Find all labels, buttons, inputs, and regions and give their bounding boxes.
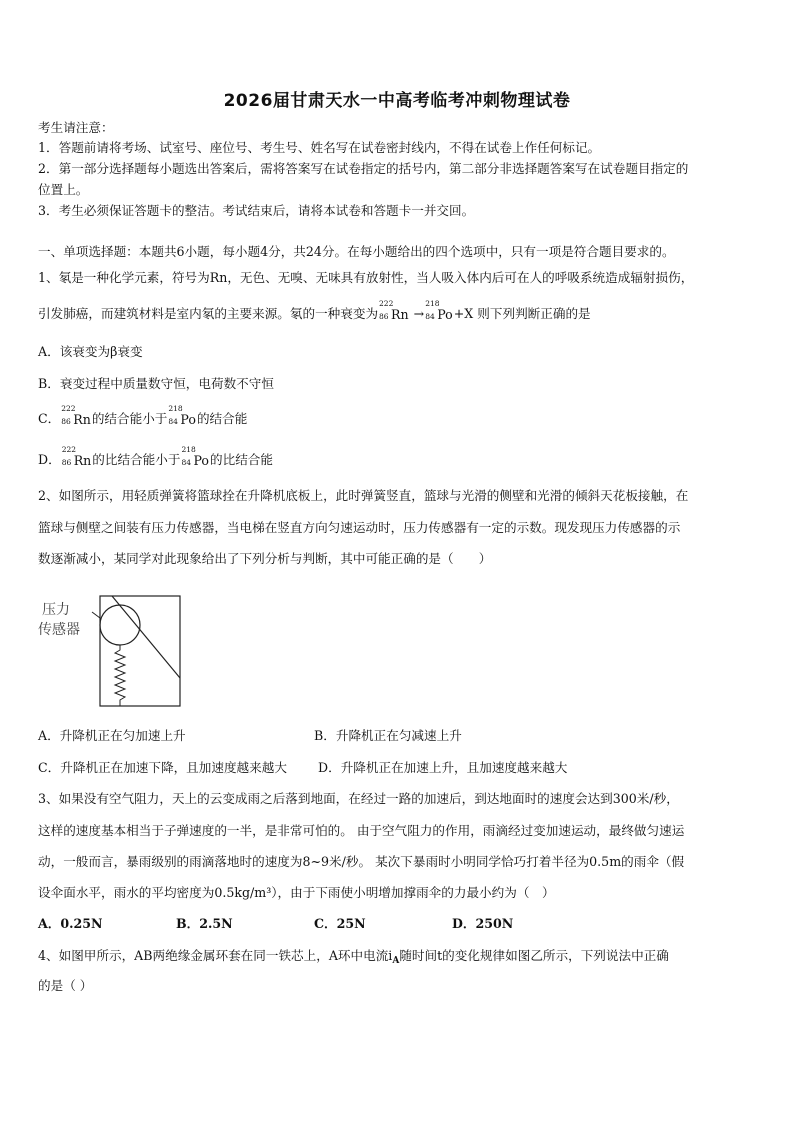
notice-heading: 考生请注意： [38,120,114,135]
plus-x: +X [453,306,474,321]
fig-label-sensor: 传感器 [38,622,80,638]
q2-text-line: 篮球与侧壁之间装有压力传感器，当电梯在竖直方向匀速运动时，压力传感器有一定的示数。现发现压力传感器的示 [38,520,681,535]
q3-text-line: 动，一般而言，暴雨级别的雨滴落地时的速度为8~9米/秒。 某次下暴雨时小明同学恰巧打着半径为0.5m的雨伞（假 [38,854,685,869]
elevator-box [100,596,180,706]
notice-item: 位置上。 [38,182,89,197]
q3-option-b: B．2.5N [176,916,233,931]
q2-option-a: A．升降机正在匀加速上升 [38,728,186,743]
fig-label-pressure: 压力 [42,602,70,618]
q1-option-b: B．衰变过程中质量数守恒，电荷数不守恒 [38,376,274,391]
q4-text-line: 4、如图甲所示，AB两绝缘金属环套在同一铁芯上，A环中电流$i_A$随时间t的变化规律如图乙所示，下列说法中正确 [38,948,669,966]
q1-text-line-2 [38,298,758,323]
q1-text-line: 1、氡是一种化学元素，符号为Rn，无色、无嗅、无味具有放射性，当人吸入体内后可在人的呼吸系统造成辐射损伤， [38,270,694,285]
q3-text-line: 3、如果没有空气阻力，天上的云变成雨之后落到地面，在经过一路的加速后，到达地面时的速度会达到300米/秒， [38,791,679,806]
q3-option-c: C．25N [314,916,366,931]
q2-option-c: C．升降机正在加速下降，且加速度越来越大 [38,760,287,775]
q3-text-line: 设伞面水平，雨水的平均密度为0.5kg/m³），由于下雨使小明增加撑雨伞的力最小约为（ ） [38,885,555,900]
notice-item: 1．答题前请将考场、试室号、座位号、考生号、姓名写在试卷密封线内，不得在试卷上作任何标记。 [38,140,601,155]
section-heading: 一、单项选择题：本题共6小题，每小题4分，共24分。在每小题给出的四个选项中，只有一项是符合题目要求的。 [38,244,675,259]
q2-text-line: 数逐渐减小，某同学对此现象给出了下列分析与判断，其中可能正确的是（ ） [38,551,492,566]
notice-item: 2．第一部分选择题每小题选出答案后，需将答案写在试卷指定的括号内，第二部分非选择题答案写在试卷题目指定的 [38,161,689,176]
q1-text-pre: 引发肺癌，而建筑材料是室内氡的主要来源。氡的一种衰变为 [38,306,379,321]
q3-option-a: A．0.25N [38,916,103,931]
elevator-figure [38,590,184,708]
page-title: 2026届甘肃天水一中高考临考冲刺物理试卷 [223,91,571,111]
basketball [100,605,140,645]
q2-text-line: 2、如图所示，用轻质弹簧将篮球拴在升降机底板上，此时弹簧竖直，篮球与光滑的侧壁和光滑的倾斜天花板接触，在 [38,488,689,503]
q2-option-b: B．升降机正在匀减速上升 [314,728,462,743]
q3-option-d: D．250N [452,916,514,931]
sensor-pointer [92,612,100,618]
q4-text-line-2: 的是（ ） [38,978,93,993]
notice-item: 3．考生必须保证答题卡的整洁。考试结束后，请将本试卷和答题卡一并交回。 [38,203,475,218]
q2-option-d: D．升降机正在加速上升，且加速度越来越大 [318,760,568,775]
po-nuclide: 218 84 Po [425,298,453,322]
q1-option-d: D． 222 86 Rn的比结合能小于 218 84 Po的比结合能 [38,444,273,468]
q1-text-post: 则下列判断正确的是 [477,306,591,321]
q1-option-a: A．该衰变为β衰变 [38,344,143,359]
decay-arrow: → [413,306,425,321]
rn-nuclide: 222 86 Rn [379,298,409,322]
spring [115,645,125,706]
q1-option-c: C． 222 86 Rn的结合能小于 218 84 Po的结合能 [38,403,248,427]
q3-text-line: 这样的速度基本相当于子弹速度的一半，是非常可怕的。 由于空气阻力的作用，雨滴经过变加速运动，最终做匀速运 [38,823,685,838]
